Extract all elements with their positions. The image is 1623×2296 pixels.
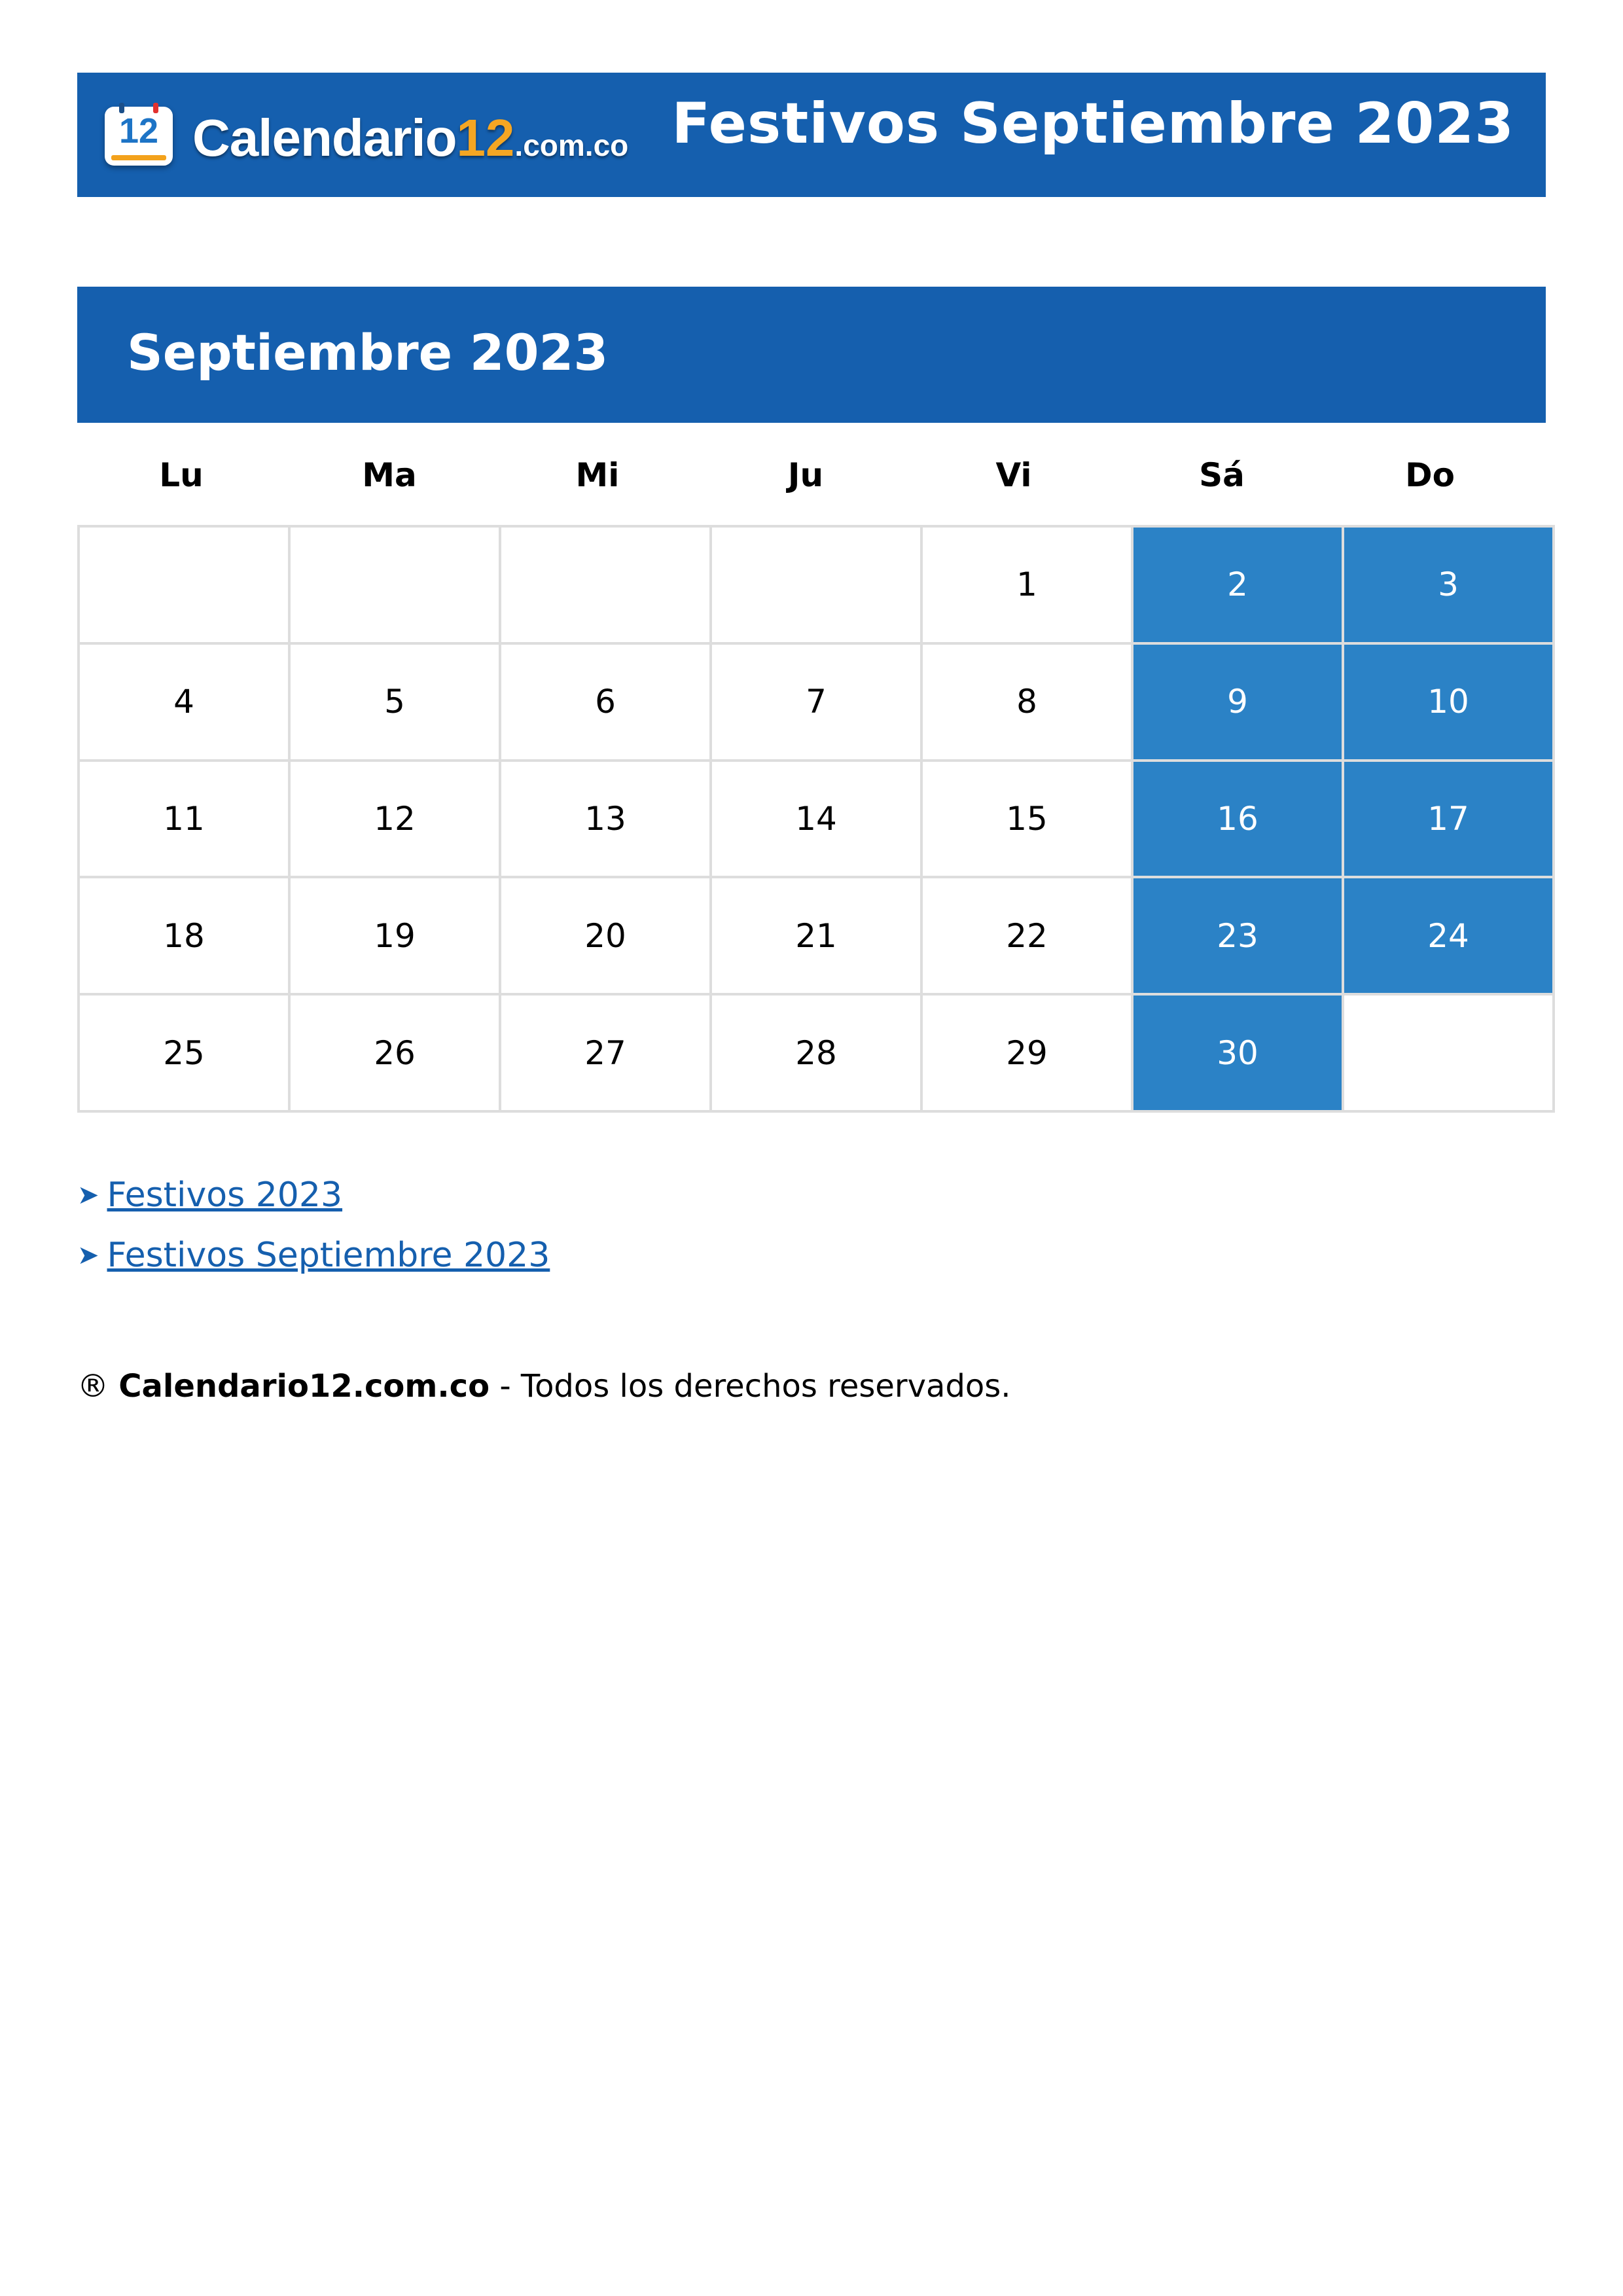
calendar-day: 26 (289, 994, 500, 1111)
calendar-day-weekend: 30 (1132, 994, 1343, 1111)
arrow-right-icon: ➤ (77, 1180, 99, 1210)
calendar-day: 11 (79, 761, 289, 878)
calendar-day: 14 (711, 761, 921, 878)
logo-icon-number: 12 (118, 111, 159, 151)
calendar-day-weekend: 9 (1132, 643, 1343, 761)
weekday-thursday: Ju (787, 456, 824, 494)
link-item (77, 1165, 550, 1225)
arrow-right-icon: ➤ (77, 1240, 99, 1270)
calendar-day-weekend: 23 (1132, 877, 1343, 994)
calendar-day: 22 (921, 877, 1132, 994)
weekday-monday: Lu (159, 456, 204, 494)
calendar-day-empty (1343, 994, 1554, 1111)
calendar-day-empty (289, 526, 500, 643)
weekday-sunday: Do (1405, 456, 1455, 494)
related-links (77, 1165, 550, 1285)
weekday-friday: Vi (995, 456, 1032, 494)
calendar-day: 18 (79, 877, 289, 994)
month-title: Septiembre 2023 (127, 323, 609, 382)
calendar-day: 7 (711, 643, 921, 761)
registered-icon: ® (77, 1368, 109, 1405)
calendar-week (79, 526, 1554, 643)
link-festivos-2023[interactable]: Festivos 2023 (107, 1175, 343, 1215)
weekday-wednesday: Mi (575, 456, 620, 494)
calendar-day: 1 (921, 526, 1132, 643)
calendar-day-weekend: 3 (1343, 526, 1554, 643)
logo-text-tld: .com.co (514, 128, 629, 162)
calendar-day-weekend: 16 (1132, 761, 1343, 878)
calendar-day: 6 (500, 643, 711, 761)
calendar-day-weekend: 17 (1343, 761, 1554, 878)
footer (77, 1368, 1011, 1405)
calendar-day-empty (500, 526, 711, 643)
calendar-day: 21 (711, 877, 921, 994)
page-header (77, 73, 1546, 197)
logo-text-accent: 12 (456, 109, 515, 167)
calendar-week (79, 994, 1554, 1111)
calendar-icon (105, 107, 173, 166)
link-item (77, 1225, 550, 1285)
calendar-week (79, 761, 1554, 878)
calendar-day: 25 (79, 994, 289, 1111)
calendar-underline (111, 155, 166, 160)
month-header (77, 287, 1546, 423)
calendar-day: 8 (921, 643, 1132, 761)
logo-wordmark (192, 108, 628, 168)
weekday-saturday: Sá (1199, 456, 1245, 494)
calendar-day: 20 (500, 877, 711, 994)
site-logo[interactable] (105, 107, 668, 172)
calendar-day: 12 (289, 761, 500, 878)
calendar-day-weekend: 10 (1343, 643, 1554, 761)
calendar-day-weekend: 2 (1132, 526, 1343, 643)
weekday-header-row (77, 445, 1538, 505)
calendar-day: 27 (500, 994, 711, 1111)
footer-brand: Calendario12.com.co (118, 1368, 490, 1405)
calendar-day: 28 (711, 994, 921, 1111)
calendar-day: 15 (921, 761, 1132, 878)
page-title: Festivos Septiembre 2023 (671, 91, 1514, 156)
footer-text: - Todos los derechos reservados. (490, 1368, 1011, 1405)
calendar-day: 13 (500, 761, 711, 878)
calendar-week (79, 877, 1554, 994)
calendar-day-empty (711, 526, 921, 643)
logo-text-main: Calendario (192, 109, 457, 167)
calendar-day-empty (79, 526, 289, 643)
link-festivos-septiembre-2023[interactable]: Festivos Septiembre 2023 (107, 1236, 550, 1275)
calendar-week (79, 643, 1554, 761)
calendar-day: 4 (79, 643, 289, 761)
calendar-day: 29 (921, 994, 1132, 1111)
calendar-day: 19 (289, 877, 500, 994)
calendar-day: 5 (289, 643, 500, 761)
calendar-day-weekend: 24 (1343, 877, 1554, 994)
calendar-grid (77, 525, 1555, 1113)
weekday-tuesday: Ma (362, 456, 417, 494)
